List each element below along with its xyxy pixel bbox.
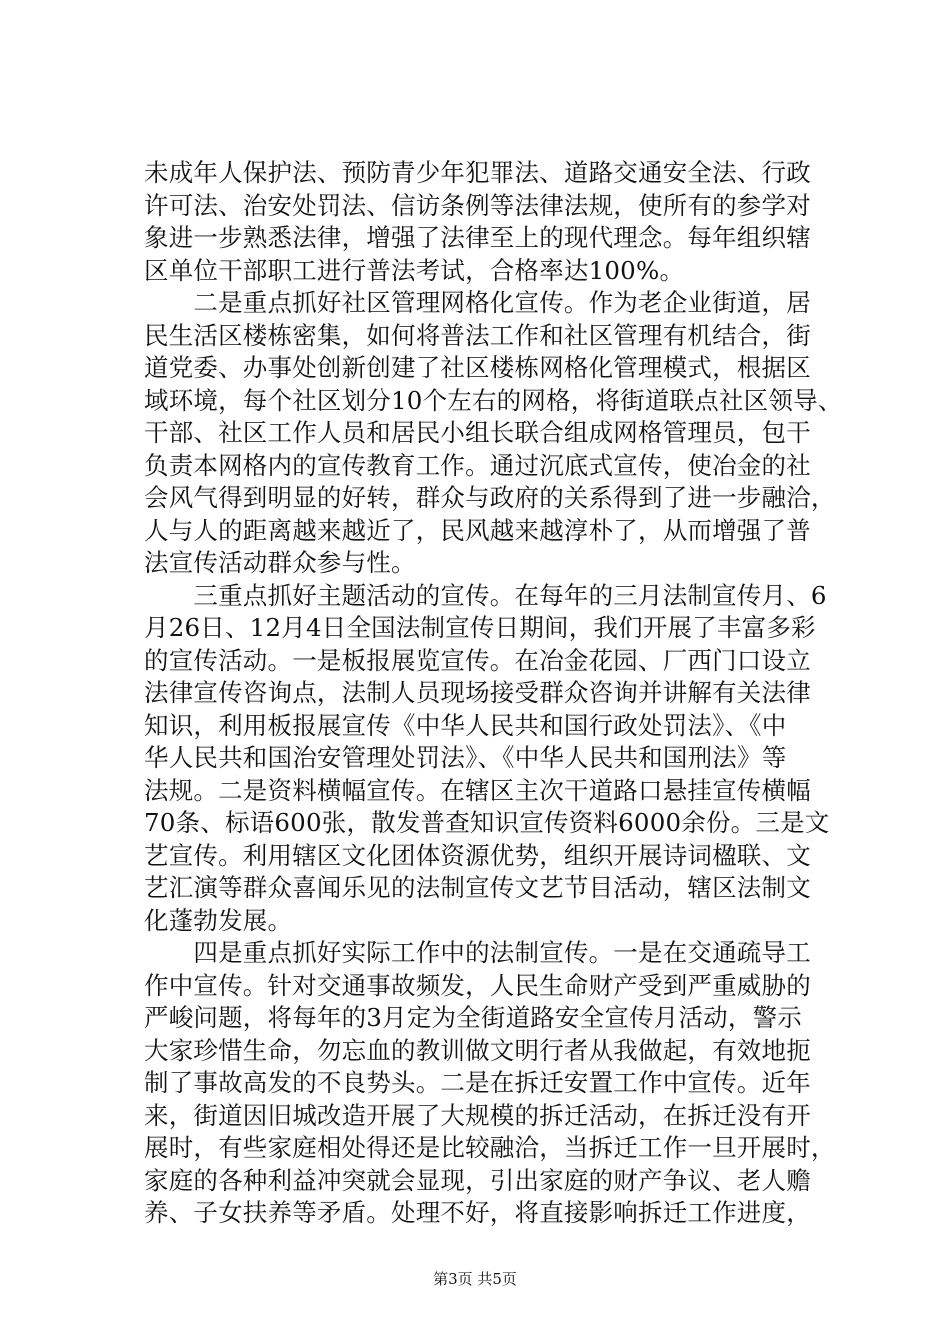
- text-line: 家庭的各种利益冲突就会显现，引出家庭的财产争议、老人赡: [144, 1165, 811, 1195]
- text-line: 四是重点抓好实际工作中的法制宣传。一是在交通疏导工: [144, 938, 811, 967]
- text-line: 华人民共和国治安管理处罚法》、《中华人民共和国刑法》等: [144, 743, 787, 772]
- text-line: 来，街道因旧城改造开展了大规模的拆迁活动，在拆迁没有开: [144, 1100, 811, 1130]
- text-line: 道党委、办事处创新创建了社区楼栋网格化管理模式，根据区: [144, 353, 811, 382]
- text-line: 大家珍惜生命，勿忘血的教训做文明行者从我做起，有效地扼: [144, 1035, 811, 1065]
- text-line: 艺汇演等群众喜闻乐见的法制宣传文艺节目活动，辖区法制文: [144, 873, 811, 902]
- text-line: 法宣传活动群众参与性。: [144, 548, 416, 577]
- text-line: 域环境，每个社区划分10个左右的网格，将街道联点社区领导、: [144, 385, 843, 415]
- text-line: 未成年人保护法、预防青少年犯罪法、道路交通安全法、行政: [144, 158, 811, 187]
- text-line: 严峻问题，将每年的3月定为全街道路安全宣传月活动，警示: [144, 1003, 802, 1032]
- text-line: 会风气得到明显的好转，群众与政府的关系得到了进一步融洽，: [144, 483, 836, 512]
- text-line: 法规。二是资料横幅宣传。在辖区主次干道路口悬挂宣传横幅: [144, 775, 811, 805]
- text-line: 知识，利用板报展宣传《中华人民共和国行政处罚法》、《中: [144, 710, 787, 740]
- text-line: 制了事故高发的不良势头。二是在拆迁安置工作中宣传。近年: [144, 1068, 811, 1097]
- text-line: 区单位干部职工进行普法考试，合格率达100%。: [144, 255, 685, 285]
- text-line: 负责本网格内的宣传教育工作。通过沉底式宣传，使冶金的社: [144, 450, 811, 480]
- text-line: 象进一步熟悉法律，增强了法律至上的现代理念。每年组织辖: [144, 223, 811, 252]
- text-line: 的宣传活动。一是板报展览宣传。在冶金花园、厂西门口设立: [144, 645, 811, 675]
- text-line: 民生活区楼栋密集，如何将普法工作和社区管理有机结合，街: [144, 320, 811, 350]
- text-line: 化蓬勃发展。: [144, 905, 293, 935]
- text-line: 三重点抓好主题活动的宣传。在每年的三月法制宣传月、6: [144, 580, 827, 610]
- text-line: 养、子女扶养等矛盾。处理不好，将直接影响拆迁工作进度，: [144, 1198, 811, 1227]
- text-line: 法律宣传咨询点，法制人员现场接受群众咨询并讲解有关法律: [144, 678, 811, 707]
- text-line: 干部、社区工作人员和居民小组长联合组成网格管理员，包干: [144, 418, 811, 447]
- page-footer: 第3页 共5页: [433, 1270, 517, 1288]
- text-line: 人与人的距离越来越近了，民风越来越淳朴了，从而增强了普: [144, 515, 811, 545]
- text-line: 展时，有些家庭相处得还是比较融洽，当拆迁工作一旦开展时，: [144, 1133, 836, 1162]
- text-line: 作中宣传。针对交通事故频发，人民生命财产受到严重威胁的: [144, 970, 811, 1000]
- text-line: 二是重点抓好社区管理网格化宣传。作为老企业街道，居: [144, 288, 811, 317]
- text-line: 许可法、治安处罚法、信访条例等法律法规，使所有的参学对: [144, 190, 811, 220]
- text-line: 月26日、12月4日全国法制宣传日期间，我们开展了丰富多彩: [144, 613, 816, 642]
- text-line: 70条、标语600张，散发普查知识宣传资料6000余份。三是文: [144, 808, 830, 837]
- text-line: 艺宣传。利用辖区文化团体资源优势，组织开展诗词楹联、文: [144, 840, 811, 870]
